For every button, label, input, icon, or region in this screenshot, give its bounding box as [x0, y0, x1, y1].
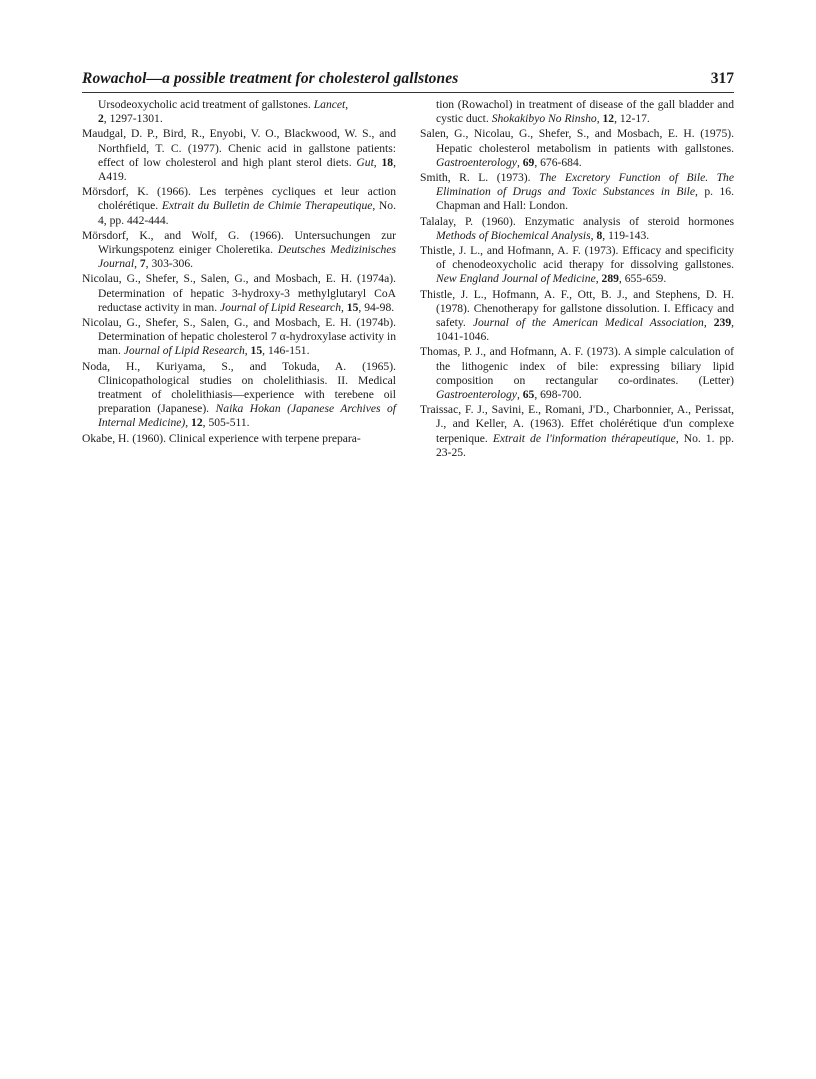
reference-entry: Traissac, F. J., Savini, E., Romani, J'D., Charbonnier, A., Perissat, J., and Keller, A. (1963). Effet cholérétique d'un complexe terpenique. Extrait de l'information thérapeutique, No. 1. pp. 23-25.	[420, 403, 734, 459]
reference-entry: Maudgal, D. P., Bird, R., Enyobi, V. O., Blackwood, W. S., and Northfield, T. C. (1977). Chenic acid in gallstone patients: effect of low cholesterol and high plant sterol diets. Gut, 18, A419.	[82, 127, 396, 184]
reference-entry: Nicolau, G., Shefer, S., Salen, G., and Mosbach, E. H. (1974a). Determination of hepatic 3-hydroxy-3 methylglutaryl CoA reductase activity in man. Journal of Lipid Research, 15, 94-98.	[82, 272, 396, 314]
reference-entry: Thistle, J. L., Hofmann, A. F., Ott, B. J., and Stephens, D. H. (1978). Chenotherapy for gallstone dissolution. I. Efficacy and safety. Journal of the American Medical Association, 239, 1041-1046.	[420, 287, 735, 344]
reference-entry: Noda, H., Kuriyama, S., and Tokuda, A. (1965). Clinicopathological studies on cholelithiasis. II. Medical treatment of cholelithiasis—experience with terebene oil preparation (Japanese). Naika Hokan (Japanese Archives of Internal Medicine), 12, 505-511.	[82, 359, 396, 430]
reference-entry: Ursodeoxycholic acid treatment of gallstones. Lancet, 2, 1297-1301.	[98, 98, 349, 126]
reference-entry: tion (Rowachol) in treatment of disease of the gall bladder and cystic duct. Shokakibyo No Rinsho, 12, 12-17.	[436, 98, 734, 126]
reference-entry: Okabe, H. (1960). Clinical experience with terpene prepara-	[82, 431, 361, 445]
page-header	[82, 70, 734, 93]
references-right-column	[420, 98, 734, 461]
reference-entry: Mörsdorf, K. (1966). Les terpènes cycliques et leur action cholérétique. Extrait du Bulletin de Chimie Therapeutique, No. 4, pp. 442-444.	[82, 185, 396, 227]
reference-entry: Nicolau, G., Shefer, S., Salen, G., and Mosbach, E. H. (1974b). Determination of hepatic cholesterol 7 α-hydroxylase activity in man. Journal of Lipid Research, 15, 146-151.	[82, 316, 396, 358]
reference-entry: Smith, R. L. (1973). The Excretory Function of Bile. The Elimination of Drugs and Toxic Substances in Bile, p. 16. Chapman and Hall: London.	[420, 171, 734, 213]
reference-entry: Salen, G., Nicolau, G., Shefer, S., and Mosbach, E. H. (1975). Hepatic cholesterol metabolism in patients with gallstones. Gastroenterology, 69, 676-684.	[420, 127, 734, 169]
running-title: Rowachol—a possible treatment for cholesterol gallstones	[82, 70, 459, 87]
reference-entry: Mörsdorf, K., and Wolf, G. (1966). Untersuchungen zur Wirkungspotenz einiger Choleretika. Deutsches Medizinisches Journal, 7, 303-306.	[82, 228, 397, 271]
reference-entry: Thistle, J. L., and Hofmann, A. F. (1973). Efficacy and specificity of chenodeoxycholic acid therapy for dissolving gallstones. New England Journal of Medicine, 289, 655-659.	[420, 244, 734, 286]
reference-entry: Talalay, P. (1960). Enzymatic analysis of steroid hormones Methods of Biochemical Analysis, 8, 119-143.	[420, 214, 734, 242]
page-number: 317	[710, 70, 734, 87]
reference-entry: Thomas, P. J., and Hofmann, A. F. (1973). A simple calculation of the lithogenic index of bile: expressing biliary lipid composition on rectangular co-ordinates. (Letter) Gastroenterology, 65, 698-700.	[420, 345, 734, 402]
references-left-column	[82, 98, 396, 447]
